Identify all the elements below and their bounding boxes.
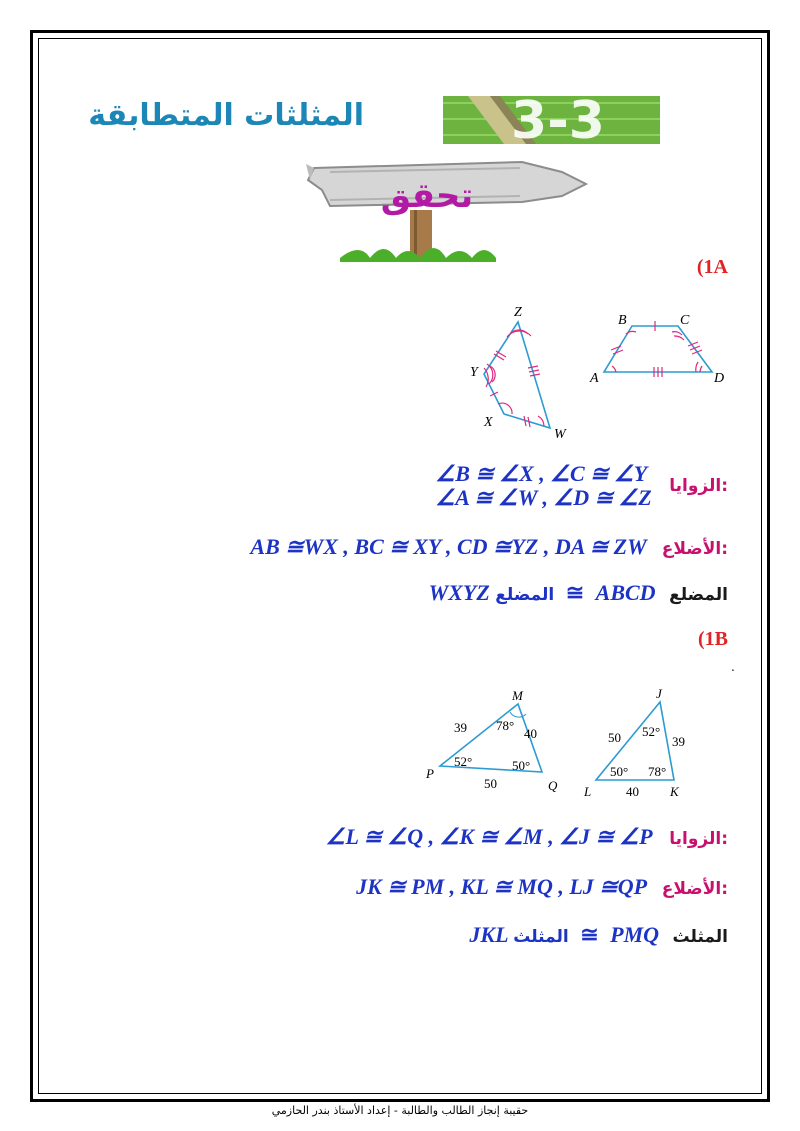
triangle-jkl-name: JKL bbox=[469, 922, 508, 947]
label-z: Z bbox=[514, 305, 522, 320]
figure-1a bbox=[470, 304, 740, 442]
label-q: Q bbox=[548, 778, 558, 793]
polygon-wxyz: WXYZ bbox=[428, 580, 490, 605]
label-y: Y bbox=[470, 365, 478, 380]
side-mp: 39 bbox=[454, 720, 467, 735]
polygon-word-left: المضلع bbox=[495, 585, 555, 605]
angles-1b-text: ∠L ≅ ∠Q , ∠K ≅ ∠M , ∠J ≅ ∠P bbox=[325, 824, 652, 849]
polygon-word-right: المضلع bbox=[669, 585, 728, 605]
angle-l: 50° bbox=[610, 764, 629, 779]
label-l: L bbox=[584, 784, 592, 799]
angles-1b bbox=[326, 824, 728, 850]
label-d: D bbox=[714, 371, 725, 386]
side-pq: 50 bbox=[484, 776, 497, 791]
quadrilateral-wxyz bbox=[484, 322, 550, 428]
angles-label-1a: الزوايا: bbox=[669, 476, 728, 496]
lesson-title: المثلثات المتطابقة bbox=[88, 98, 364, 133]
angle-m: 78° bbox=[496, 718, 515, 733]
angles-label-1b: الزوايا: bbox=[669, 829, 728, 849]
angle-q: 50° bbox=[512, 758, 531, 773]
angles-1a bbox=[436, 462, 728, 510]
sides-1b-text: JK ≅ PM , KL ≅ MQ , LJ ≅QP bbox=[356, 874, 647, 899]
trapezoid-abcd bbox=[604, 326, 712, 372]
label-c: C bbox=[680, 313, 690, 328]
triangle-pmq-name: PMQ bbox=[610, 922, 660, 947]
angle-p: 52° bbox=[454, 754, 473, 769]
angles-1a-line1: ∠B ≅ ∠X , ∠C ≅ ∠Y bbox=[435, 461, 648, 486]
angle-k: 78° bbox=[648, 764, 667, 779]
polygon-congruence bbox=[429, 580, 728, 606]
check-label: تحقق bbox=[380, 176, 474, 216]
side-jk: 39 bbox=[672, 734, 685, 749]
triangle-word-left: المثلث bbox=[513, 927, 569, 947]
label-j: J bbox=[656, 686, 662, 701]
lesson-banner bbox=[88, 91, 660, 151]
sides-label-1a: الأضلاع: bbox=[661, 539, 728, 559]
congruent-symbol-1b: ≅ bbox=[580, 922, 599, 947]
sides-label-1b: الأضلاع: bbox=[661, 879, 728, 899]
side-jl: 50 bbox=[608, 730, 621, 745]
polygon-abcd: ABCD bbox=[595, 580, 656, 605]
side-mq: 40 bbox=[524, 726, 537, 741]
angles-1a-line2: ∠A ≅ ∠W , ∠D ≅ ∠Z bbox=[435, 485, 652, 510]
triangle-word-right: المثلث bbox=[672, 927, 728, 947]
congruent-symbol-1a: ≅ bbox=[565, 580, 585, 605]
footer-credit: حقيبة إنجاز الطالب والطالبة - إعداد الأستاذ بندر الحازمي bbox=[271, 1104, 529, 1117]
figure-1b bbox=[420, 686, 700, 800]
side-lk: 40 bbox=[626, 784, 639, 799]
sides-1a-text: AB ≅WX , BC ≅ XY , CD ≅YZ , DA ≅ ZW bbox=[250, 534, 647, 559]
label-k: K bbox=[670, 784, 679, 799]
sides-1b bbox=[356, 874, 728, 900]
label-b: B bbox=[618, 313, 627, 328]
label-x: X bbox=[484, 415, 493, 430]
triangle-congruence bbox=[469, 922, 728, 948]
label-w: W bbox=[554, 427, 566, 442]
label-a: A bbox=[590, 371, 599, 386]
angle-j: 52° bbox=[642, 724, 661, 739]
label-m: M bbox=[512, 688, 523, 703]
part-1a-label: (1A bbox=[696, 256, 728, 278]
label-p: P bbox=[426, 766, 434, 781]
stray-dot: . bbox=[731, 660, 735, 674]
sides-1a bbox=[250, 534, 728, 560]
lesson-number: 3-3 bbox=[511, 91, 605, 151]
part-1b-label: (1B bbox=[698, 628, 728, 650]
